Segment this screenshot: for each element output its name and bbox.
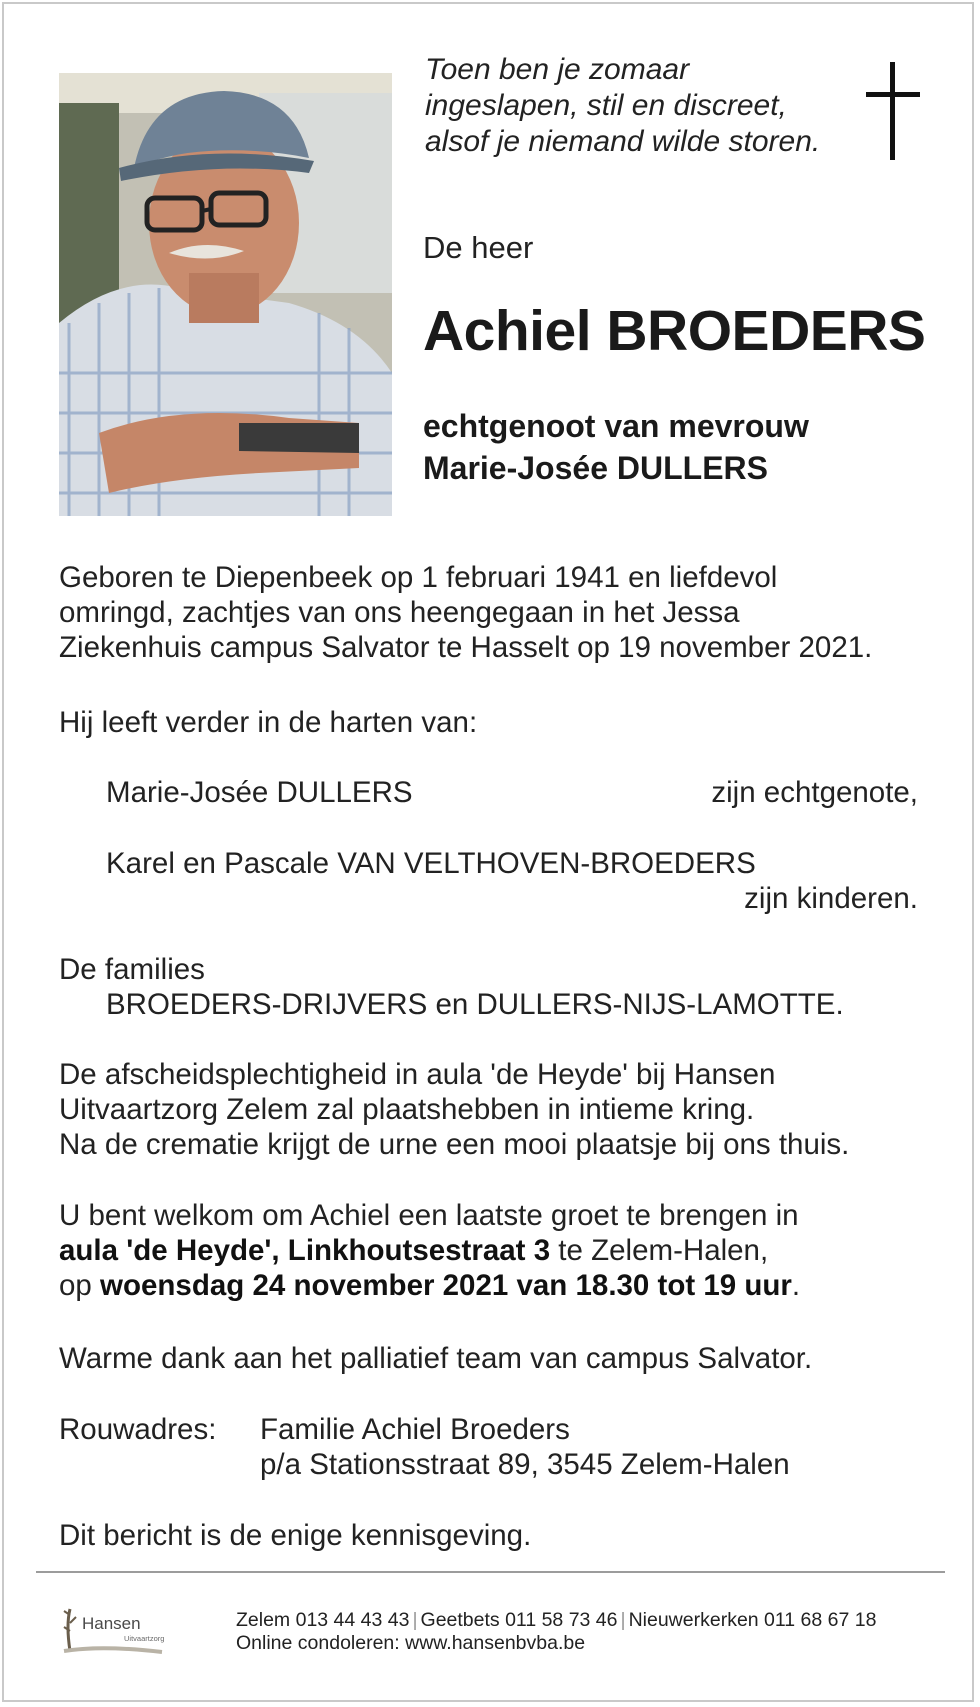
- address-label: Rouwadres:: [59, 1413, 217, 1446]
- phone-zelem: Zelem 013 44 43 43: [236, 1609, 410, 1631]
- separator: |: [412, 1609, 418, 1631]
- paragraph-line: Uitvaartzorg Zelem zal plaatshebben in intieme kring.: [59, 1093, 755, 1126]
- paragraph-line: [59, 1233, 800, 1268]
- hansen-logo: [62, 1605, 202, 1657]
- phone-nieuwerkerken: Nieuwerkerken 011 68 67 18: [628, 1609, 877, 1631]
- poem-line: ingeslapen, stil en discreet,: [425, 89, 787, 122]
- footer-divider: [36, 1571, 945, 1573]
- notice-line: Dit bericht is de enige kennisgeving.: [59, 1519, 532, 1552]
- footer-phones: [236, 1609, 876, 1632]
- visit-city: te Zelem-Halen,: [550, 1234, 769, 1267]
- paragraph-line: U bent welkom om Achiel een laatste groet te brengen in: [59, 1199, 799, 1232]
- survivor-name: Marie-Josée DULLERS: [106, 776, 413, 809]
- ceremony-paragraph: [59, 1057, 849, 1162]
- paragraph-line: Geboren te Diepenbeek op 1 februari 1941 en liefdevol: [59, 561, 778, 594]
- footer-contacts: [236, 1609, 876, 1655]
- paragraph-line: Ziekenhuis campus Salvator te Hasselt op 19 november 2021.: [59, 631, 873, 664]
- visit-paragraph: [59, 1198, 800, 1303]
- birth-paragraph: [59, 560, 872, 665]
- paragraph-line: Na de crematie krijgt de urne een mooi plaatsje bij ons thuis.: [59, 1128, 850, 1161]
- survivor-name: Karel en Pascale VAN VELTHOVEN-BROEDERS: [106, 847, 756, 880]
- paragraph-line: De afscheidsplechtigheid in aula 'de Heyde' bij Hansen: [59, 1058, 776, 1091]
- paragraph-line: omringd, zachtjes van ons heengegaan in het Jessa: [59, 596, 740, 629]
- visit-end: .: [791, 1269, 801, 1302]
- deceased-name: Achiel BROEDERS: [423, 299, 926, 363]
- survivor-role: zijn kinderen.: [744, 882, 918, 915]
- poem-line: Toen ben je zomaar: [425, 53, 690, 86]
- families-names: BROEDERS-DRIJVERS en DULLERS-NIJS-LAMOTTE.: [106, 988, 844, 1021]
- cross-icon: [864, 62, 922, 160]
- visit-location: aula 'de Heyde', Linkhoutsestraat 3: [59, 1234, 551, 1267]
- visit-op: op: [59, 1269, 101, 1302]
- portrait-photo: [59, 73, 392, 516]
- paragraph-line: [59, 1268, 800, 1303]
- thanks-line: Warme dank aan het palliatief team van campus Salvator.: [59, 1342, 813, 1375]
- title-prefix: De heer: [423, 230, 534, 265]
- spouse-line: echtgenoot van mevrouw: [423, 408, 809, 444]
- survivor-role: zijn echtgenote,: [711, 776, 918, 809]
- address-line: p/a Stationsstraat 89, 3545 Zelem-Halen: [260, 1448, 790, 1481]
- visit-date: woensdag 24 november 2021 van 18.30 tot 19 uur: [100, 1269, 792, 1302]
- survivors-intro: Hij leeft verder in de harten van:: [59, 706, 478, 739]
- address-line: Familie Achiel Broeders: [260, 1413, 570, 1446]
- poem: [425, 52, 820, 160]
- online-condolences: Online condoleren: www.hansenbvba.be: [236, 1632, 586, 1654]
- logo-name: Hansen: [82, 1614, 141, 1633]
- families-label: De families: [59, 953, 205, 986]
- address-block: [260, 1412, 790, 1482]
- logo-sub: Uitvaartzorg: [124, 1634, 165, 1643]
- phone-geetbets: Geetbets 011 58 73 46: [420, 1609, 618, 1631]
- poem-line: alsof je niemand wilde storen.: [425, 125, 821, 158]
- separator: |: [620, 1609, 626, 1631]
- spouse-line: Marie-Josée DULLERS: [423, 450, 768, 486]
- spouse-block: [423, 405, 809, 489]
